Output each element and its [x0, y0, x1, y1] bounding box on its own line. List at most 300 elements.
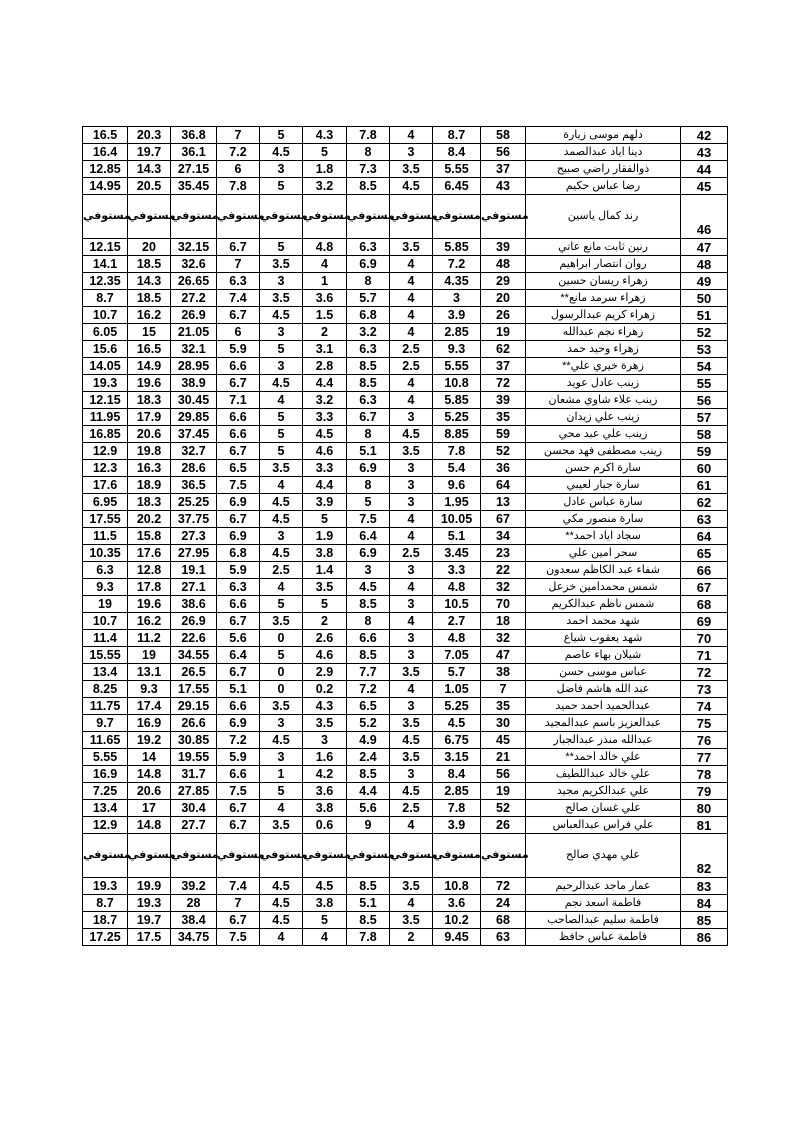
grade-cell: 6 [217, 161, 260, 178]
grade-cell: 17.6 [128, 545, 171, 562]
serial-number-cell: 59 [681, 443, 728, 460]
grade-cell: 2.5 [390, 545, 433, 562]
grade-cell: 47 [481, 647, 526, 664]
student-name-cell: عبدالله منذر عبدالجبار [526, 732, 681, 749]
grade-cell: 4.5 [303, 878, 347, 895]
grade-cell: 13.1 [128, 664, 171, 681]
grade-cell: 4.9 [347, 732, 390, 749]
grade-cell: 17.55 [83, 511, 128, 528]
grade-cell: مستوفي [347, 195, 390, 239]
grade-cell: مستوفي [481, 195, 526, 239]
serial-number-cell: 75 [681, 715, 728, 732]
grade-cell: 6.3 [347, 341, 390, 358]
grade-cell: 15.6 [83, 341, 128, 358]
table-row [83, 834, 728, 878]
grade-cell: 28.6 [171, 460, 217, 477]
grade-cell: 34 [481, 528, 526, 545]
table-row [83, 511, 728, 528]
grade-cell: 5.85 [433, 239, 481, 256]
grade-cell: 22 [481, 562, 526, 579]
grade-cell: 5.55 [433, 358, 481, 375]
grade-cell: 19.3 [128, 895, 171, 912]
grade-cell: 3.5 [390, 239, 433, 256]
student-name-cell: فاطمة اسعد نجم [526, 895, 681, 912]
student-name-cell: شفاء عبد الكاظم سعدون [526, 562, 681, 579]
grade-cell: 3.9 [433, 817, 481, 834]
table-row [83, 929, 728, 946]
grade-cell: 12.8 [128, 562, 171, 579]
grade-cell: 32.15 [171, 239, 217, 256]
serial-number-cell: 85 [681, 912, 728, 929]
grade-cell: 6.5 [217, 460, 260, 477]
grade-cell: 3 [433, 290, 481, 307]
grade-cell: 5.1 [217, 681, 260, 698]
grade-cell: 23 [481, 545, 526, 562]
grade-cell: 52 [481, 443, 526, 460]
grade-cell: 45 [481, 732, 526, 749]
table-row [83, 878, 728, 895]
grade-cell: 19.6 [128, 596, 171, 613]
grade-cell: 3.5 [390, 749, 433, 766]
grade-cell: مستوفي [481, 834, 526, 878]
grade-cell: مستوفي [171, 195, 217, 239]
grade-cell: 5.1 [347, 895, 390, 912]
serial-number-cell: 44 [681, 161, 728, 178]
grade-cell: 4.4 [303, 375, 347, 392]
grade-cell: 5.9 [217, 341, 260, 358]
grade-cell: 14.3 [128, 273, 171, 290]
table-row [83, 477, 728, 494]
grade-cell: 64 [481, 477, 526, 494]
table-row [83, 817, 728, 834]
grade-cell: 3.5 [390, 161, 433, 178]
grade-cell: 4.5 [303, 426, 347, 443]
grade-cell: 5.55 [433, 161, 481, 178]
student-name-cell: عبدالحميد احمد حميد [526, 698, 681, 715]
grade-cell: 13.4 [83, 664, 128, 681]
grade-cell: 30.45 [171, 392, 217, 409]
grade-cell: 4.5 [390, 732, 433, 749]
grade-cell: مستوفي [83, 834, 128, 878]
grade-cell: 9 [347, 817, 390, 834]
grade-cell: 19.7 [128, 144, 171, 161]
serial-number-cell: 68 [681, 596, 728, 613]
grade-cell: 2.6 [303, 630, 347, 647]
serial-number-cell: 86 [681, 929, 728, 946]
grade-cell: 2 [390, 929, 433, 946]
grade-cell: 5.25 [433, 698, 481, 715]
serial-number-cell: 46 [681, 195, 728, 239]
grade-cell: 19.7 [128, 912, 171, 929]
grade-cell: 20 [481, 290, 526, 307]
table-row [83, 630, 728, 647]
grade-cell: 2.4 [347, 749, 390, 766]
grade-cell: 32.1 [171, 341, 217, 358]
grade-cell: 15.8 [128, 528, 171, 545]
grade-cell: 5 [260, 127, 303, 144]
grade-cell: 56 [481, 766, 526, 783]
grade-cell: 19.3 [83, 375, 128, 392]
grade-cell: 5.7 [347, 290, 390, 307]
grade-cell: 12.3 [83, 460, 128, 477]
grade-cell: 17.55 [171, 681, 217, 698]
grade-cell: 16.4 [83, 144, 128, 161]
grade-cell: 4 [303, 929, 347, 946]
grade-cell: 6.45 [433, 178, 481, 195]
grade-cell: 25.25 [171, 494, 217, 511]
table-row [83, 664, 728, 681]
grade-cell: 6.3 [217, 579, 260, 596]
grade-cell: 17 [128, 800, 171, 817]
grade-cell: 6 [217, 324, 260, 341]
student-name-cell: رضا عباس حكيم [526, 178, 681, 195]
grade-cell: 10.35 [83, 545, 128, 562]
grade-cell: 29 [481, 273, 526, 290]
grade-cell: 5.2 [347, 715, 390, 732]
grade-cell: 9.3 [83, 579, 128, 596]
grade-cell: 8.5 [347, 878, 390, 895]
grade-cell: 4.8 [433, 630, 481, 647]
grade-cell: 17.5 [128, 929, 171, 946]
grade-cell: 18 [481, 613, 526, 630]
grade-cell: 12.35 [83, 273, 128, 290]
grade-cell: 18.9 [128, 477, 171, 494]
grade-cell: 6.3 [347, 392, 390, 409]
grade-cell: 35.45 [171, 178, 217, 195]
serial-number-cell: 78 [681, 766, 728, 783]
grade-cell: 10.7 [83, 613, 128, 630]
grade-cell: 5.9 [217, 749, 260, 766]
grade-cell: 16.5 [83, 127, 128, 144]
student-name-cell: سحر امين علي [526, 545, 681, 562]
grade-cell: 7.7 [347, 664, 390, 681]
grade-cell: 4.5 [260, 494, 303, 511]
grade-cell: 4 [390, 256, 433, 273]
grade-cell: 3.5 [390, 878, 433, 895]
grade-cell: 4 [260, 929, 303, 946]
grade-cell: 62 [481, 341, 526, 358]
grade-cell: 6.6 [347, 630, 390, 647]
grade-cell: 4 [390, 127, 433, 144]
grade-cell: 7.8 [217, 178, 260, 195]
grade-cell: 5.4 [433, 460, 481, 477]
grade-cell: 11.2 [128, 630, 171, 647]
grade-cell: 19.2 [128, 732, 171, 749]
grade-cell: 4.5 [260, 732, 303, 749]
serial-number-cell: 69 [681, 613, 728, 630]
grade-cell: 3 [390, 460, 433, 477]
grade-cell: 3.5 [303, 579, 347, 596]
serial-number-cell: 71 [681, 647, 728, 664]
grade-cell: 4.4 [303, 477, 347, 494]
table-row [83, 307, 728, 324]
table-row [83, 528, 728, 545]
grade-cell: 17.8 [128, 579, 171, 596]
grade-cell: 4 [390, 528, 433, 545]
serial-number-cell: 76 [681, 732, 728, 749]
serial-number-cell: 79 [681, 783, 728, 800]
grade-cell: 30 [481, 715, 526, 732]
grade-cell: مستوفي [390, 195, 433, 239]
grade-cell: 4.5 [390, 178, 433, 195]
serial-number-cell: 50 [681, 290, 728, 307]
grade-cell: 12.9 [83, 443, 128, 460]
grade-cell: 4 [390, 579, 433, 596]
grade-cell: 18.3 [128, 392, 171, 409]
grade-cell: 39 [481, 239, 526, 256]
grade-cell: 67 [481, 511, 526, 528]
grade-cell: 19 [481, 324, 526, 341]
grade-cell: 5 [260, 341, 303, 358]
table-row [83, 256, 728, 273]
student-name-cell: سارة اكرم حسن [526, 460, 681, 477]
grade-cell: 4.5 [347, 579, 390, 596]
grade-cell: 14.05 [83, 358, 128, 375]
student-name-cell: شهد محمد احمد [526, 613, 681, 630]
grade-cell: 6.8 [217, 545, 260, 562]
grade-cell: 7.5 [217, 929, 260, 946]
grade-cell: 3 [390, 596, 433, 613]
grade-cell: 6.05 [83, 324, 128, 341]
grade-cell: 6.9 [347, 256, 390, 273]
student-name-cell: علي خالد عبداللطيف [526, 766, 681, 783]
grade-cell: 8.5 [347, 375, 390, 392]
grade-cell: 14 [128, 749, 171, 766]
serial-number-cell: 83 [681, 878, 728, 895]
grade-cell: 2 [303, 613, 347, 630]
table-row [83, 545, 728, 562]
grade-cell: 10.5 [433, 596, 481, 613]
grade-cell: 16.5 [128, 341, 171, 358]
grade-cell: 14.3 [128, 161, 171, 178]
grade-cell: 4.5 [433, 715, 481, 732]
grade-cell: 5 [303, 511, 347, 528]
grade-cell: 6.7 [217, 239, 260, 256]
grade-cell: 28.95 [171, 358, 217, 375]
student-name-cell: زينب علاء شاوي مشعان [526, 392, 681, 409]
student-name-cell: رنين ثابت مانع عاتي [526, 239, 681, 256]
grade-cell: 37.45 [171, 426, 217, 443]
grade-cell: 2.5 [390, 341, 433, 358]
serial-number-cell: 52 [681, 324, 728, 341]
grade-cell: 34.55 [171, 647, 217, 664]
grade-cell: 4 [390, 511, 433, 528]
grade-cell: 7.3 [347, 161, 390, 178]
grade-cell: مستوفي [171, 834, 217, 878]
grade-cell: 20.6 [128, 426, 171, 443]
grade-cell: 8.4 [433, 144, 481, 161]
table-row [83, 715, 728, 732]
serial-number-cell: 66 [681, 562, 728, 579]
grade-cell: 4 [390, 392, 433, 409]
grade-cell: 14.8 [128, 766, 171, 783]
table-row [83, 144, 728, 161]
serial-number-cell: 48 [681, 256, 728, 273]
serial-number-cell: 47 [681, 239, 728, 256]
grade-cell: 4 [390, 817, 433, 834]
grade-cell: 8 [347, 144, 390, 161]
grade-cell: 4.5 [260, 878, 303, 895]
grade-cell: 7.2 [347, 681, 390, 698]
grade-cell: 36 [481, 460, 526, 477]
grade-cell: 5.25 [433, 409, 481, 426]
grade-cell: 11.95 [83, 409, 128, 426]
grade-cell: مستوفي [217, 195, 260, 239]
grade-cell: 8.25 [83, 681, 128, 698]
table-row [83, 732, 728, 749]
grade-cell: 9.6 [433, 477, 481, 494]
grade-cell: 3.5 [260, 256, 303, 273]
serial-number-cell: 45 [681, 178, 728, 195]
grade-cell: 8.5 [347, 358, 390, 375]
grade-cell: 39.2 [171, 878, 217, 895]
student-name-cell: زينب مصطفى فهد محسن [526, 443, 681, 460]
student-name-cell: روان انتصار ابراهيم [526, 256, 681, 273]
grade-cell: 5 [260, 647, 303, 664]
grade-cell: 38.6 [171, 596, 217, 613]
grade-cell: 8.7 [433, 127, 481, 144]
serial-number-cell: 84 [681, 895, 728, 912]
grades-table [82, 126, 728, 946]
grade-cell: 4.8 [433, 579, 481, 596]
serial-number-cell: 70 [681, 630, 728, 647]
grade-cell: 1.95 [433, 494, 481, 511]
grade-cell: 8.7 [83, 290, 128, 307]
student-name-cell: سجاد اياد احمد** [526, 528, 681, 545]
grade-cell: 4 [260, 800, 303, 817]
grade-cell: 32 [481, 579, 526, 596]
grade-cell: مستوفي [83, 195, 128, 239]
grade-cell: 6.7 [217, 664, 260, 681]
grade-cell: 17.25 [83, 929, 128, 946]
grade-cell: 8.5 [347, 912, 390, 929]
table-row [83, 273, 728, 290]
grade-cell: 17.6 [83, 477, 128, 494]
grade-cell: 70 [481, 596, 526, 613]
grade-cell: 6.3 [347, 239, 390, 256]
serial-number-cell: 77 [681, 749, 728, 766]
grade-cell: 19 [83, 596, 128, 613]
grade-cell: 6.7 [217, 817, 260, 834]
grade-cell: 3.5 [303, 715, 347, 732]
grade-cell: 4.3 [303, 698, 347, 715]
grade-cell: 0 [260, 630, 303, 647]
grade-cell: 20 [128, 239, 171, 256]
grade-cell: 10.05 [433, 511, 481, 528]
grade-cell: 7.5 [347, 511, 390, 528]
grade-cell: 29.85 [171, 409, 217, 426]
table-row [83, 681, 728, 698]
grade-cell: 18.3 [128, 494, 171, 511]
grade-cell: 8 [347, 613, 390, 630]
grade-cell: 11.75 [83, 698, 128, 715]
grade-cell: 16.2 [128, 613, 171, 630]
table-row [83, 494, 728, 511]
grade-cell: 4.6 [303, 647, 347, 664]
grade-cell: 8.5 [347, 766, 390, 783]
grade-cell: 7.5 [217, 783, 260, 800]
grade-cell: 20.2 [128, 511, 171, 528]
grade-cell: 48 [481, 256, 526, 273]
serial-number-cell: 80 [681, 800, 728, 817]
table-row [83, 341, 728, 358]
table-row [83, 239, 728, 256]
grade-cell: 3.1 [303, 341, 347, 358]
grade-cell: 6.6 [217, 596, 260, 613]
grade-cell: 68 [481, 912, 526, 929]
table-row [83, 178, 728, 195]
grade-cell: 3 [390, 409, 433, 426]
grade-cell: 36.5 [171, 477, 217, 494]
grade-cell: 6.3 [217, 273, 260, 290]
student-name-cell: علي غسان صالح [526, 800, 681, 817]
grade-cell: 7 [217, 256, 260, 273]
grade-cell: مستوفي [433, 834, 481, 878]
grade-cell: 10.8 [433, 878, 481, 895]
grade-cell: 5.7 [433, 664, 481, 681]
grade-cell: 16.9 [83, 766, 128, 783]
grade-cell: 3.5 [390, 664, 433, 681]
table-row [83, 749, 728, 766]
grade-cell: 21 [481, 749, 526, 766]
table-row [83, 562, 728, 579]
grade-cell: 16.3 [128, 460, 171, 477]
grade-cell: 16.9 [128, 715, 171, 732]
grade-cell: 6.7 [347, 409, 390, 426]
serial-number-cell: 67 [681, 579, 728, 596]
grade-cell: 26.9 [171, 307, 217, 324]
grade-cell: 52 [481, 800, 526, 817]
grade-cell: 3 [260, 749, 303, 766]
grade-cell: 4.5 [260, 912, 303, 929]
grade-cell: 9.3 [128, 681, 171, 698]
grade-cell: 2.5 [260, 562, 303, 579]
grade-cell: 35 [481, 698, 526, 715]
table-row [83, 324, 728, 341]
grade-cell: 11.4 [83, 630, 128, 647]
student-name-cell: شمس ناظم عبدالكريم [526, 596, 681, 613]
grade-cell: 7.8 [347, 929, 390, 946]
grade-cell: 37.75 [171, 511, 217, 528]
student-name-cell: زينب علي زيدان [526, 409, 681, 426]
grade-cell: 21.05 [171, 324, 217, 341]
grade-cell: 0.2 [303, 681, 347, 698]
grade-cell: 27.7 [171, 817, 217, 834]
grade-cell: مستوفي [260, 195, 303, 239]
grade-cell: 3.8 [303, 895, 347, 912]
grade-cell: 4 [260, 477, 303, 494]
student-name-cell: زهراء ريسان حسين [526, 273, 681, 290]
student-name-cell: زهراء وحيد حمد [526, 341, 681, 358]
table-row [83, 290, 728, 307]
table-row [83, 800, 728, 817]
grade-cell: 30.85 [171, 732, 217, 749]
grade-cell: 7.8 [433, 443, 481, 460]
grade-cell: 24 [481, 895, 526, 912]
grade-cell: 4.5 [260, 511, 303, 528]
table-row [83, 127, 728, 144]
grade-cell: 4 [390, 375, 433, 392]
serial-number-cell: 61 [681, 477, 728, 494]
serial-number-cell: 51 [681, 307, 728, 324]
grade-cell: 31.7 [171, 766, 217, 783]
grade-cell: 6.4 [347, 528, 390, 545]
student-name-cell: علي فراس عبدالعباس [526, 817, 681, 834]
grade-cell: 32.6 [171, 256, 217, 273]
table-row [83, 375, 728, 392]
grade-cell: 2.9 [303, 664, 347, 681]
grade-cell: 5.1 [433, 528, 481, 545]
